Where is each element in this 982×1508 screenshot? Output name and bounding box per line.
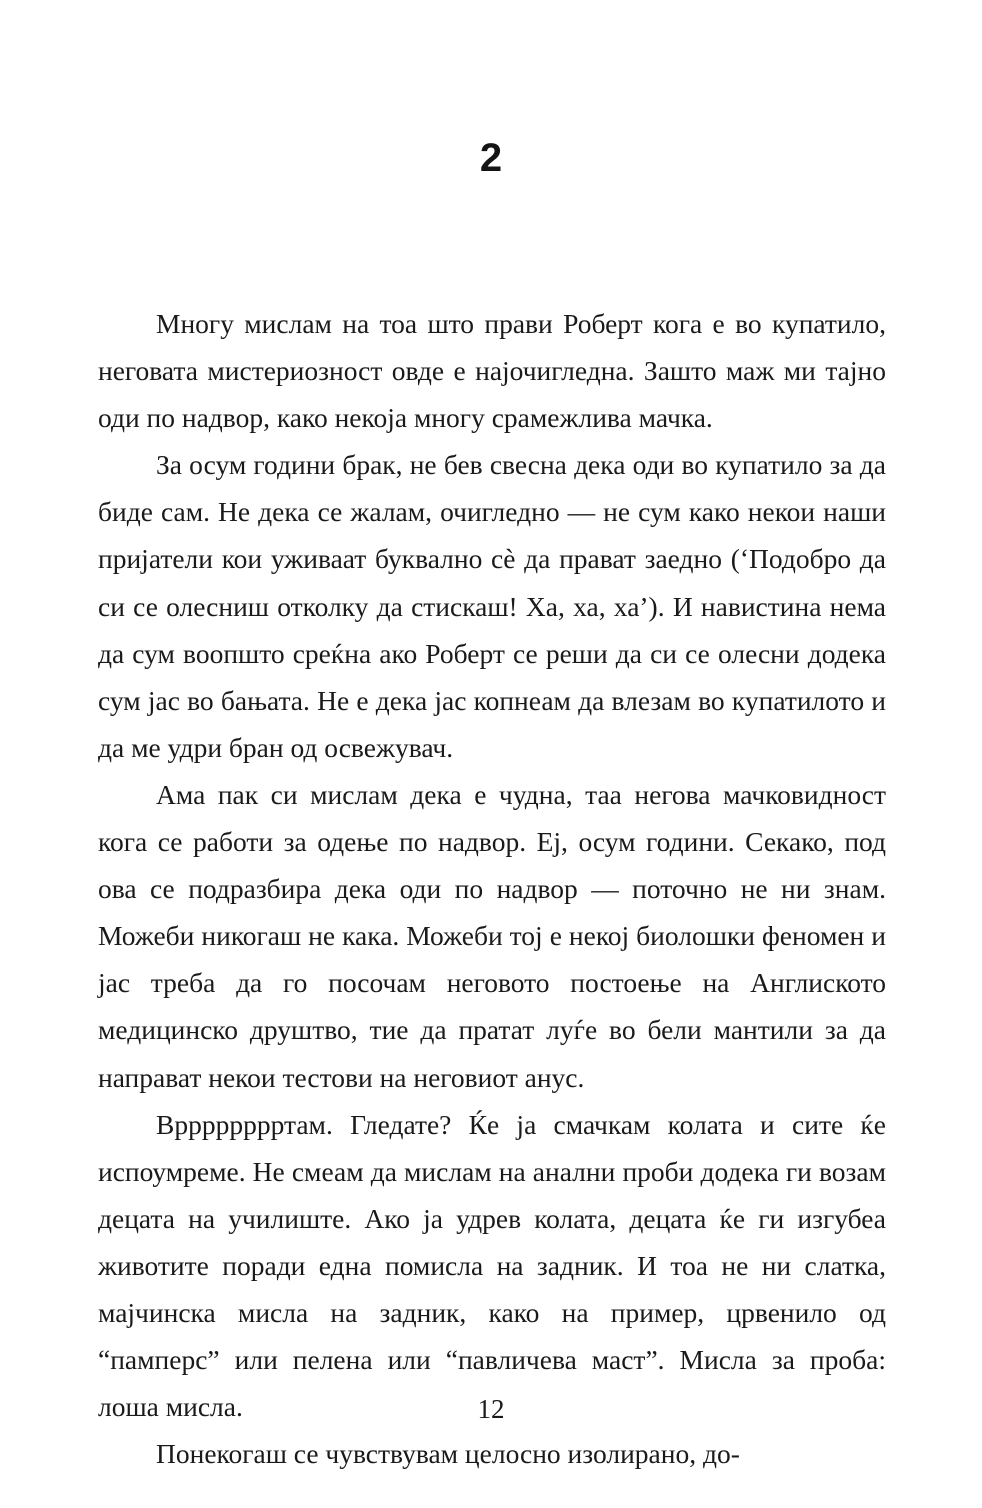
paragraph: Понекогаш се чувствувам целосно изолирано, до- <box>156 1438 740 1470</box>
body-text-block <box>98 300 886 1477</box>
paragraph: За осум години брак, не бев свесна дека оди во купатило за да биде сам. Не дека се жалам, очигледно — не сум како некои наши пријатели кои уживаат буквално сè да прават заедно (‘Подобро да си се олесниш отколку да стискаш! Ха, ха, ха’). И навистина нема да сум воопшто среќна ако Роберт се реши да си се олесни додека сум јас во бањата. Не е дека јас копнеам да влезам во купатилото и да ме удри бран од освежувач. <box>98 449 886 763</box>
page-number: 12 <box>477 1394 505 1424</box>
chapter-number-heading: 2 <box>479 136 503 180</box>
paragraph: Врррррррртам. Гледате? Ќе ја смачкам колата и сите ќе испоумреме. Не смеам да мислам на анални проби додека ги возам децата на училиште. Ако ја удрев колата, децата ќе ги изгубеа животите поради една помисла на задник. И тоа не ни слатка, мајчинска мисла на задник, како на пример, црвенило од “памперс” или пелена или “павличева маст”. Мисла за проба: лоша мисла. <box>98 1108 886 1423</box>
paragraph: Многу мислам на тоа што прави Роберт кога е во купатило, неговата мистериозност овде е најочигледна. Зашто маж ми тајно оди по надвор, како некоја многу срамежлива мачка. <box>98 308 886 434</box>
paragraph: Ама пак си мислам дека е чудна, таа негова мачковидност кога се работи за одење по надвор. Еј, осум години. Секако, под ова се подразбира дека оди по надвор — поточно не ни знам. Можеби никогаш не кака. Можеби тој е некој биолошки феномен и јас треба да го посочам неговото постоење на Англиското медицинско друштво, тие да пратат луѓе во бели мантили за да направат некои тестови на неговиот анус. <box>98 778 886 1093</box>
